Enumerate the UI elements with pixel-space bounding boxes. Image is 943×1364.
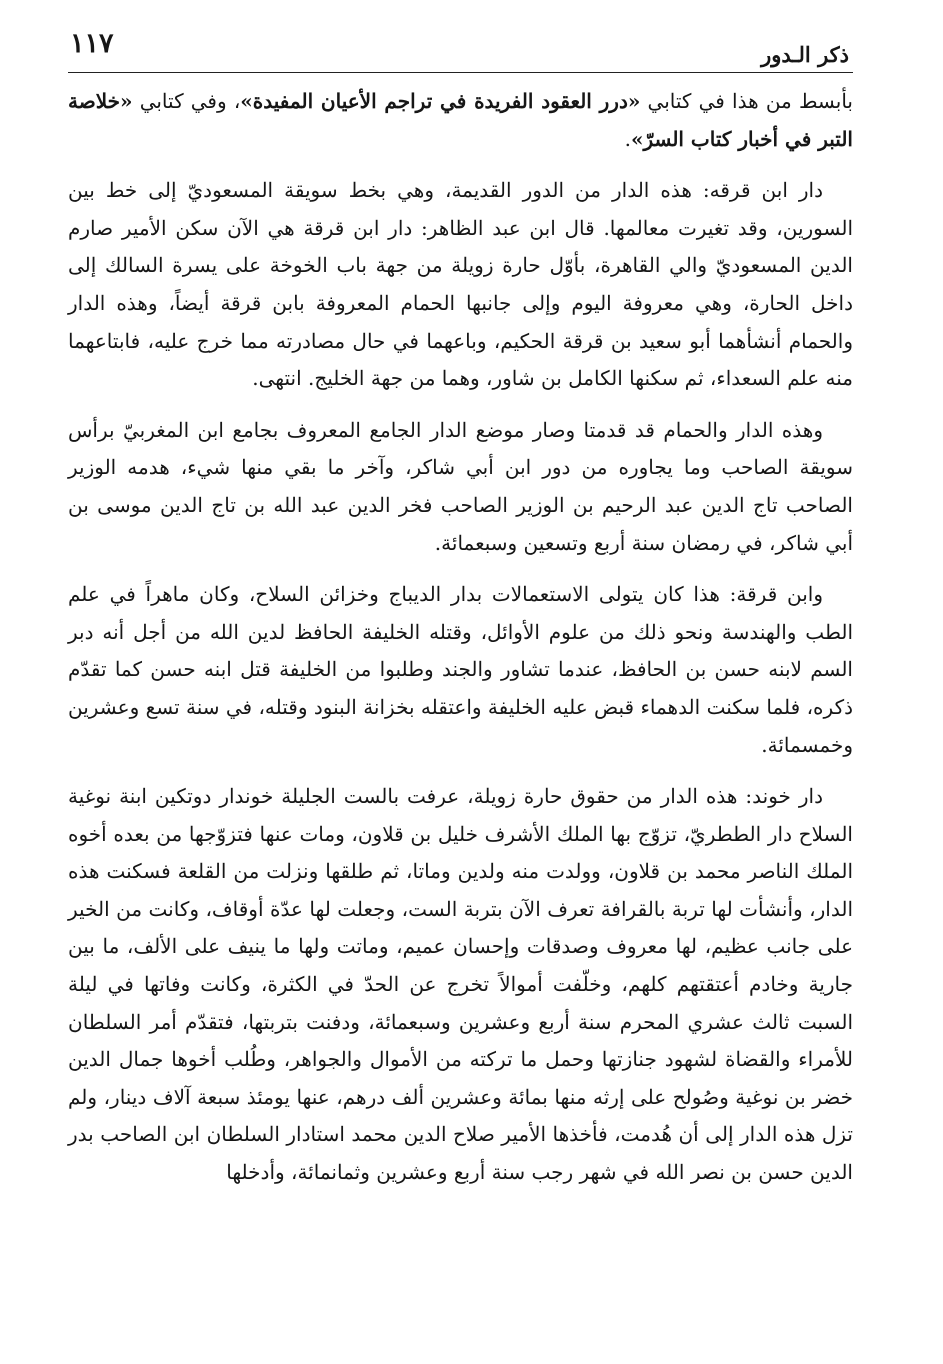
paragraph-1-part-1: بأبسط من هذا في كتابي (640, 89, 853, 113)
paragraph-1-part-5: . (624, 126, 631, 151)
paragraph-5-text: : هذه الدار من حقوق حارة زويلة، عرفت بالست الجليلة خوندار دوتكين ابنة نوغية السلاح دار الططريّ، تزوّج بها الملك الأشرف خليل بن قلاون، ومات عنها فتزوّجها من بعده أخوه الملك الناصر محمد بن قلاون، وولدت منه ولدين وماتا، ثم طلقها ونزلت من القلعة فسكنت هذه الدار، وأنشأت لها تربة بالقرافة تعرف الآن بتربة الست، وجعلت لها عدّة أوقاف، وكانت من الخير على جانب عظيم، لها معروف وصدقات وإحسان عميم، وماتت ولها ما ينيف على الألف، ما بين جارية وخادم أعتقتهم كلهم، وخلّفت أموالاً تخرج عن الحدّ في الكثرة، وكانت وفاتها في ليلة السبت ثالث عشري المحرم سنة أربع وعشرين وسبعمائة، ودفنت بتربتها، فتقدّم أمر السلطان للأمراء والقضاة لشهود جنازتها وحمل ما تركته من الأموال والجواهر، وطُلب أخوها جمال الدين خضر بن نوغية وصُولح على إرثه منها بمائة وعشرين ألف درهم، عنها يومئذ سبعة آلاف دينار، ولم تزل هذه الدار إلى أن هُدمت، فأخذها الأمير صلاح الدين محمد استادار السلطان ابن الصاحب بدر الدين حسن بن نصر الله في شهر رجب سنة أربع وعشرين وثمانمائة، وأدخلها (68, 784, 853, 1185)
entry-heading-dar-khawand: دار خوند (752, 784, 823, 809)
paragraph-3 (68, 412, 853, 562)
paragraph-1-part-3: ، وفي كتابي (132, 89, 241, 113)
page-header (68, 28, 853, 73)
page-body (68, 73, 853, 1192)
paragraph-dar-khawand (68, 778, 853, 1192)
entry-heading-dar-ibn-qurqa: دار ابن قرقه (709, 178, 824, 203)
paragraph-2-text: : هذه الدار من الدور القديمة، وهي بخط سويقة المسعوديّ إلى خط بين السورين، وقد تغيرت معالمها. قال ابن عبد الظاهر: دار ابن قرقة هي الآن سكن الأمير صارم الدين المسعوديّ والي القاهرة، بأوّل حارة زويلة من جهة باب الخوخة على يسرة السالك إلى داخل الحارة، وهي معروفة اليوم وإلى جانبها الحمام المعروفة بابن قرقة أيضاً، وهذه الدار والحمام أنشأهما أبو سعيد بن قرقة الحكيم، وباعهما في حال مصادرته مما خرج عليه، فابتاعهما منه علم السعداء، ثم سكنها الكامل بن شاور، وهما من جهة الخليج. انتهى. (68, 178, 854, 391)
book-title-khulasa: «خلاصة التبر في أخبار كتاب السرّ» (68, 89, 853, 151)
paragraph-1 (68, 83, 853, 158)
paragraph-4-text: وابن قرقة: هذا كان يتولى الاستعمالات بدار الديباج وخزائن السلاح، وكان ماهراً في علم الطب والهندسة ونحو ذلك من علوم الأوائل، وقتله الخليفة الحافظ لدين الله من أجل أنه دبر السم لابنه حسن بن الحافظ، عندما تشاور والجند وطلبوا من الخليفة قتل ابنه حسن كما تقدّم ذكره، فلما سكنت الدهماء قبض عليه الخليفة واعتقله بخزانة البنود وقتله، في سنة تسع وعشرين وخمسمائة. (67, 582, 853, 757)
running-title: ذكر الـدور (761, 42, 849, 67)
paragraph-4 (68, 576, 853, 764)
paragraph-dar-ibn-qurqa (68, 172, 853, 398)
book-title-durar: «درر العقود الفريدة في تراجم الأعيان المفيدة» (240, 89, 641, 113)
page-number: ١١٧ (70, 28, 114, 59)
book-page (68, 28, 853, 1348)
paragraph-3-text: وهذه الدار والحمام قد قدمتا وصار موضع الدار الجامع المعروف بجامع ابن المغربيّ برأس سويقة الصاحب وما يجاوره من دور ابن أبي شاكر، وآخر ما بقي منها شيء، هدمه الوزير الصاحب تاج الدين عبد الرحيم بن الوزير الصاحب فخر الدين عبد الله بن تاج الدين موسى بن أبي شاكر، في رمضان سنة أربع وتسعين وسبعمائة. (68, 417, 853, 555)
